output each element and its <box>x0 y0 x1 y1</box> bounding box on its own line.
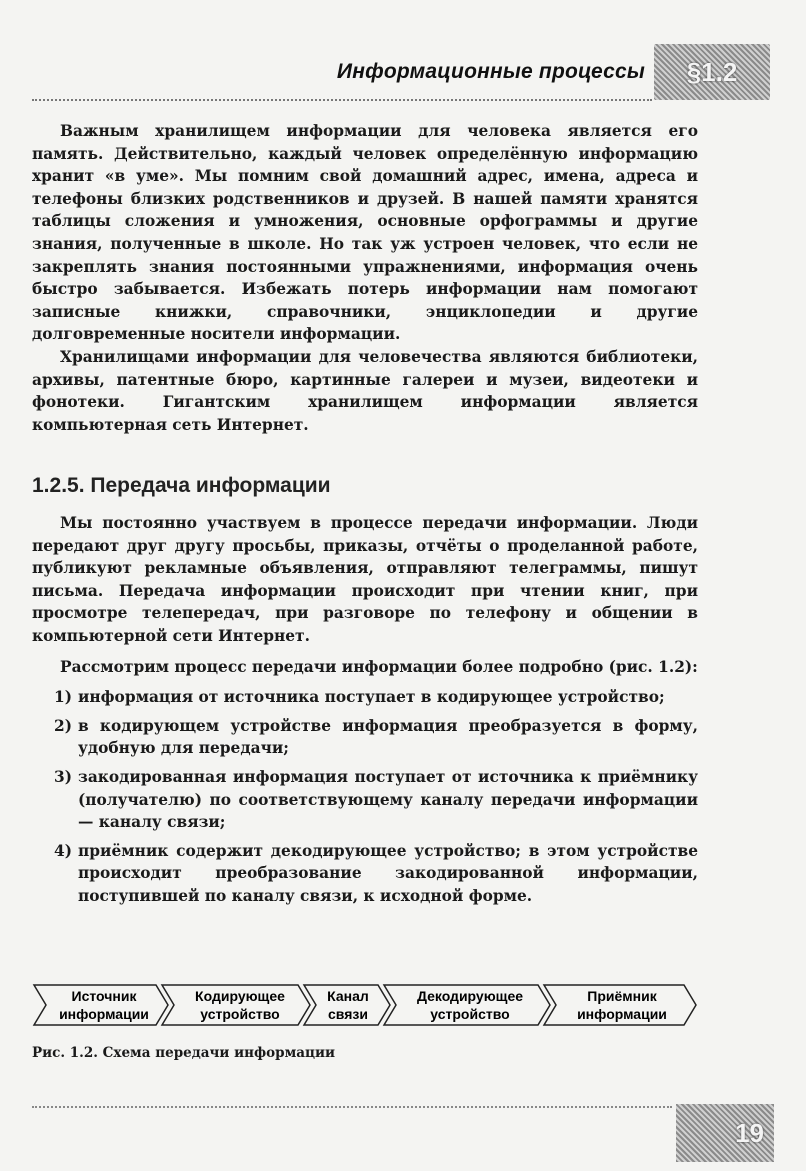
list-item-text: закодированная информация поступает от источника к приёмнику (получателю) по соответствующему каналу передачи информации — каналу связи; <box>78 767 698 832</box>
diagram-step <box>384 985 550 1025</box>
list-item-text: информация от источника поступает в кодирующее устройство; <box>78 688 665 707</box>
list-item-number: 3) <box>54 767 72 786</box>
list-item <box>32 715 698 760</box>
steps-list <box>32 686 698 907</box>
list-item-text: приёмник содержит декодирующее устройство; в этом устройстве происходит преобразование закодированной информации, поступившей по каналу связи, к исходной форме. <box>78 841 698 905</box>
paragraph: Важным хранилищем информации для человека является его память. Действительно, каждый человек определённую информацию хранит «в уме». Мы помним свой домашний адрес, имена, адреса и телефоны близких родственников и друзей. В нашей памяти хранятся таблицы сложения и умножения, основные орфограммы и другие знания, полученные в школе. Но так уж устроен человек, что если не закреплять знания постоянными упражнениями, информация очень быстро забывается. Избежать потерь информации нам помогают записные книжки, справочники, энциклопедии и другие долговременные носители информации. <box>32 122 698 344</box>
section-text <box>32 512 698 914</box>
step-label: устройство <box>200 1006 280 1022</box>
section-heading: 1.2.5. Передача информации <box>32 474 331 497</box>
step-label: Кодирующее <box>195 988 285 1004</box>
figure-caption: Рис. 1.2. Схема передачи информации <box>32 1045 336 1061</box>
list-item-text: в кодирующем устройстве информация преобразуется в форму, удобную для передачи; <box>78 716 698 758</box>
paragraph: Хранилищами информации для человечества являются библиотеки, архивы, патентные бюро, картинные галереи и музеи, видеотеки и фонотеки. Гигантским хранилищем информации является компьютерная сеть Интернет. <box>32 347 698 434</box>
diagram-step <box>304 985 390 1025</box>
list-item-number: 4) <box>54 841 72 860</box>
intro-text <box>32 120 698 436</box>
step-label: Приёмник <box>587 988 657 1004</box>
section-badge: §1.2 <box>654 44 770 100</box>
step-label: Источник <box>71 988 137 1004</box>
page-header-title: Информационные процессы <box>336 60 645 83</box>
step-label: связи <box>328 1006 368 1022</box>
step-label: информации <box>59 1006 149 1022</box>
step-label: информации <box>577 1006 667 1022</box>
page-number: 19 <box>676 1104 774 1162</box>
step-label: устройство <box>430 1006 510 1022</box>
diagram-step <box>544 985 696 1025</box>
list-item <box>32 686 698 709</box>
transmission-diagram <box>32 983 700 1027</box>
footer-divider <box>32 1106 672 1108</box>
list-item-number: 1) <box>54 688 72 707</box>
diagram-step <box>162 985 310 1025</box>
step-label: Декодирующее <box>416 988 524 1004</box>
list-item <box>32 840 698 908</box>
paragraph: Мы постоянно участвуем в процессе передачи информации. Люди передают друг другу просьбы, приказы, отчёты о проделанной работе, публикуют рекламные объявления, отправляют телеграммы, пишут письма. Передача информации происходит при чтении книг, при просмотре телепередач, при разговоре по телефону и общении в компьютерной сети Интернет. <box>32 514 698 645</box>
diagram-step <box>34 985 168 1025</box>
paragraph: Рассмотрим процесс передачи информации более подробно (рис. 1.2): <box>60 657 698 676</box>
header-divider <box>32 99 652 101</box>
list-item-number: 2) <box>54 716 72 735</box>
diagram-svg <box>32 983 700 1027</box>
list-item <box>32 766 698 834</box>
step-label: Канал <box>327 988 369 1004</box>
